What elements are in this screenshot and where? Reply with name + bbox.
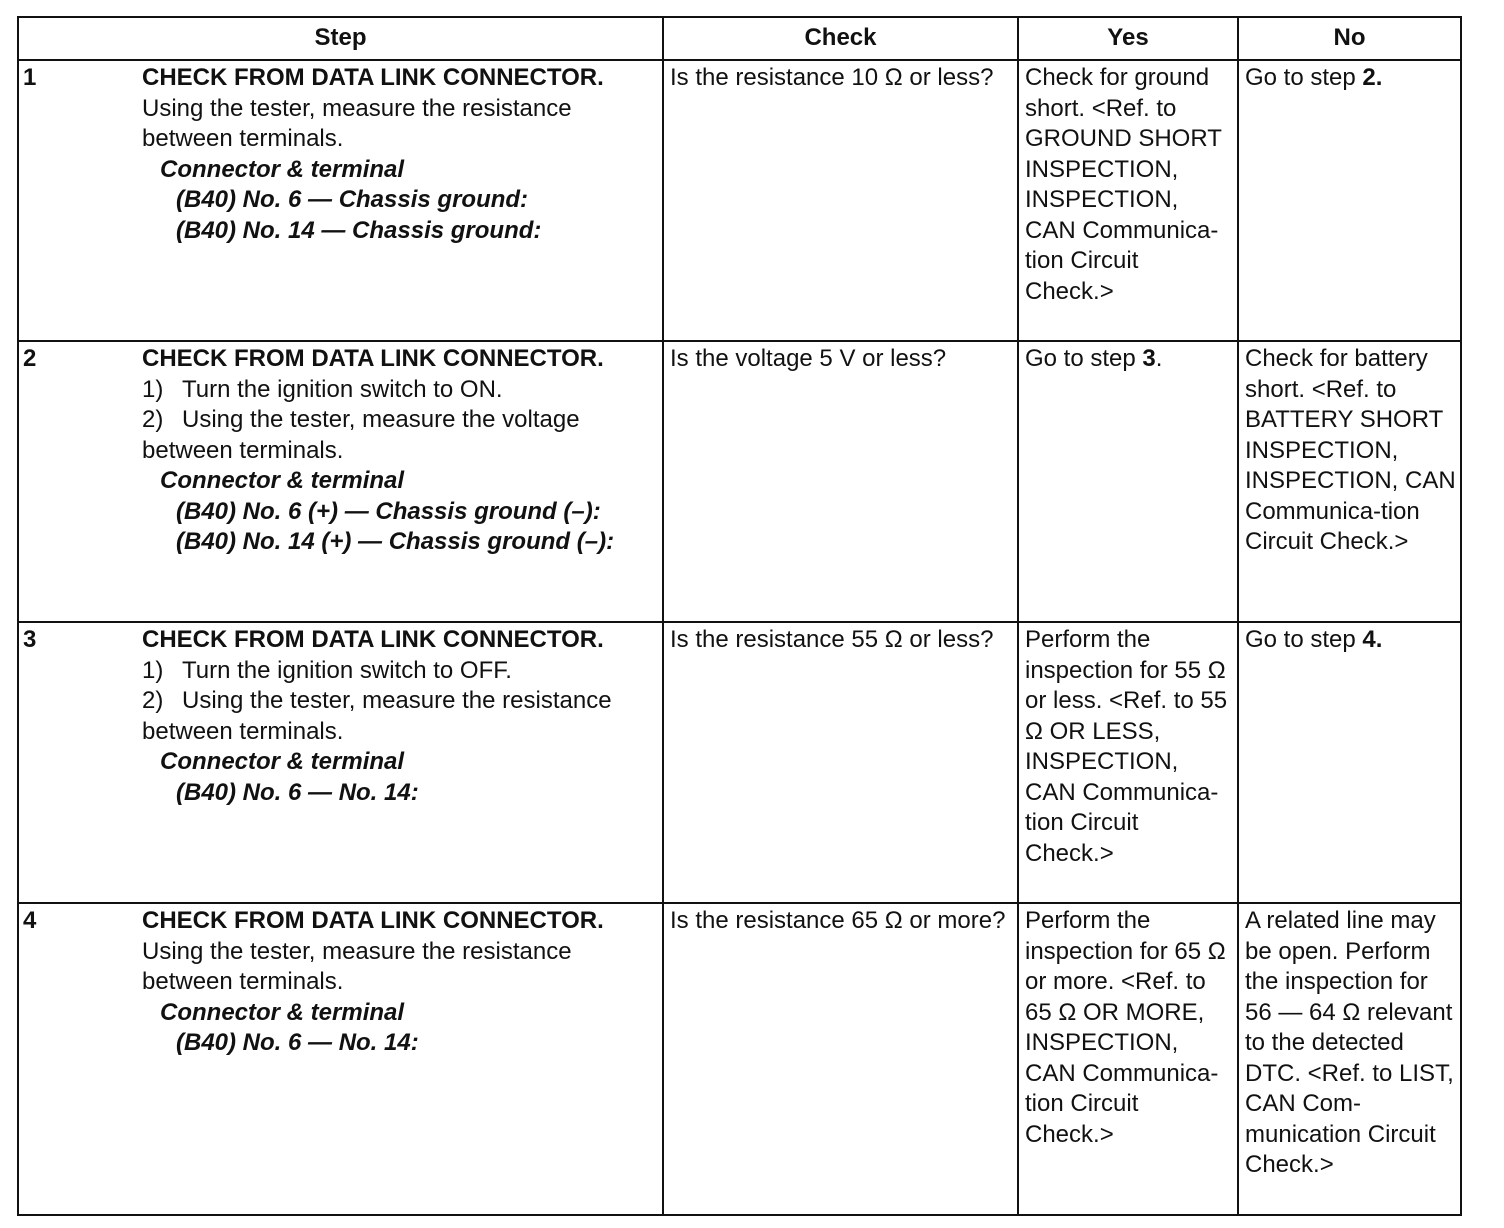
table-row [18, 60, 1461, 341]
check-cell: Is the voltage 5 V or less? [663, 341, 1018, 622]
connector-terminal: (B40) No. 14 (+) — Chassis ground (–): [176, 528, 615, 555]
connector-label: Connector & terminal [160, 155, 405, 183]
no-cell [1238, 622, 1461, 903]
sub-step-text: Using the tester, measure the resistance [182, 687, 612, 714]
step-number: 1 [23, 64, 37, 91]
table-row [18, 622, 1461, 903]
step-number: 3 [23, 626, 37, 653]
sub-step-number: 2) [142, 406, 164, 433]
yes-cell: Perform the inspection for 55 Ω or less. <Ref. to 55 Ω OR LESS, INSPECTION, CAN Communica-tion Circuit Check.> [1018, 622, 1238, 903]
no-prefix: Go to step [1245, 64, 1363, 91]
step-title: CHECK FROM DATA LINK CONNECTOR. [142, 626, 604, 653]
sub-step [142, 656, 658, 687]
check-cell: Is the resistance 10 Ω or less? [663, 60, 1018, 341]
sub-step-text: Turn the ignition switch to OFF. [182, 656, 512, 684]
no-suffix: . [1375, 626, 1383, 653]
connector-terminal: (B40) No. 6 — Chassis ground: [176, 186, 529, 213]
header-yes: Yes [1018, 17, 1238, 60]
connector-label: Connector & terminal [160, 998, 405, 1026]
no-cell: A related line may be open. Perform the inspection for 56 — 64 Ω relevant to the detected DTC. <Ref. to LIST, CAN Com-munication Circuit Check.> [1238, 903, 1461, 1215]
connector-terminal: (B40) No. 6 (+) — Chassis ground (–): [176, 497, 601, 525]
step-number: 4 [23, 907, 37, 934]
step-intro: Using the tester, measure the resistance between terminals. [142, 937, 572, 995]
header-no: No [1238, 17, 1461, 60]
header-step: Step [18, 17, 663, 60]
no-cell: Check for battery short. <Ref. to BATTERY SHORT INSPECTION, INSPECTION, CAN Communica-tion Circuit Check.> [1238, 341, 1461, 622]
no-cell [1238, 60, 1461, 341]
header-row [18, 17, 1461, 60]
check-cell: Is the resistance 65 Ω or more? [663, 903, 1018, 1215]
sub-step [142, 375, 658, 406]
no-step-link: 4 [1362, 626, 1376, 653]
diagnostic-table [17, 16, 1462, 1216]
connector-label: Connector & terminal [160, 748, 405, 775]
no-suffix: . [1375, 64, 1383, 91]
yes-prefix: Go to step [1025, 345, 1143, 372]
step-title: CHECK FROM DATA LINK CONNECTOR. [142, 64, 604, 91]
step-title: CHECK FROM DATA LINK CONNECTOR. [142, 345, 604, 372]
sub-step-number: 1) [142, 656, 164, 684]
step-cell [18, 622, 663, 903]
yes-cell: Perform the inspection for 65 Ω or more. <Ref. to 65 Ω OR MORE, INSPECTION, CAN Communica-tion Circuit Check.> [1018, 903, 1238, 1215]
table-row [18, 341, 1461, 622]
sub-step [142, 686, 658, 717]
sub-step-number: 2) [142, 687, 164, 714]
sub-step-text: Turn the ignition switch to ON. [182, 375, 503, 403]
yes-step-link: 3 [1142, 345, 1156, 372]
sub-step-continuation: between terminals. [142, 717, 344, 745]
sub-step [142, 405, 658, 436]
yes-cell [1018, 341, 1238, 622]
no-step-link: 2 [1362, 64, 1376, 91]
step-cell [18, 60, 663, 341]
sub-step-text: Using the tester, measure the voltage [182, 406, 580, 433]
sub-step-number: 1) [142, 375, 164, 403]
step-intro: Using the tester, measure the resistance between terminals. [142, 94, 572, 152]
connector-terminal: (B40) No. 6 — No. 14: [176, 1029, 419, 1056]
check-cell: Is the resistance 55 Ω or less? [663, 622, 1018, 903]
connector-terminal: (B40) No. 6 — No. 14: [176, 778, 419, 806]
connector-label: Connector & terminal [160, 467, 405, 494]
header-check: Check [663, 17, 1018, 60]
yes-cell: Check for ground short. <Ref. to GROUND SHORT INSPECTION, INSPECTION, CAN Communica-tion Circuit Check.> [1018, 60, 1238, 341]
table-row [18, 903, 1461, 1215]
step-cell [18, 341, 663, 622]
step-number: 2 [23, 345, 37, 372]
connector-terminal: (B40) No. 14 — Chassis ground: [176, 216, 542, 244]
step-cell [18, 903, 663, 1215]
no-prefix: Go to step [1245, 626, 1363, 653]
sub-step-continuation: between terminals. [142, 436, 344, 464]
step-title: CHECK FROM DATA LINK CONNECTOR. [142, 907, 604, 934]
yes-suffix: . [1155, 345, 1163, 372]
